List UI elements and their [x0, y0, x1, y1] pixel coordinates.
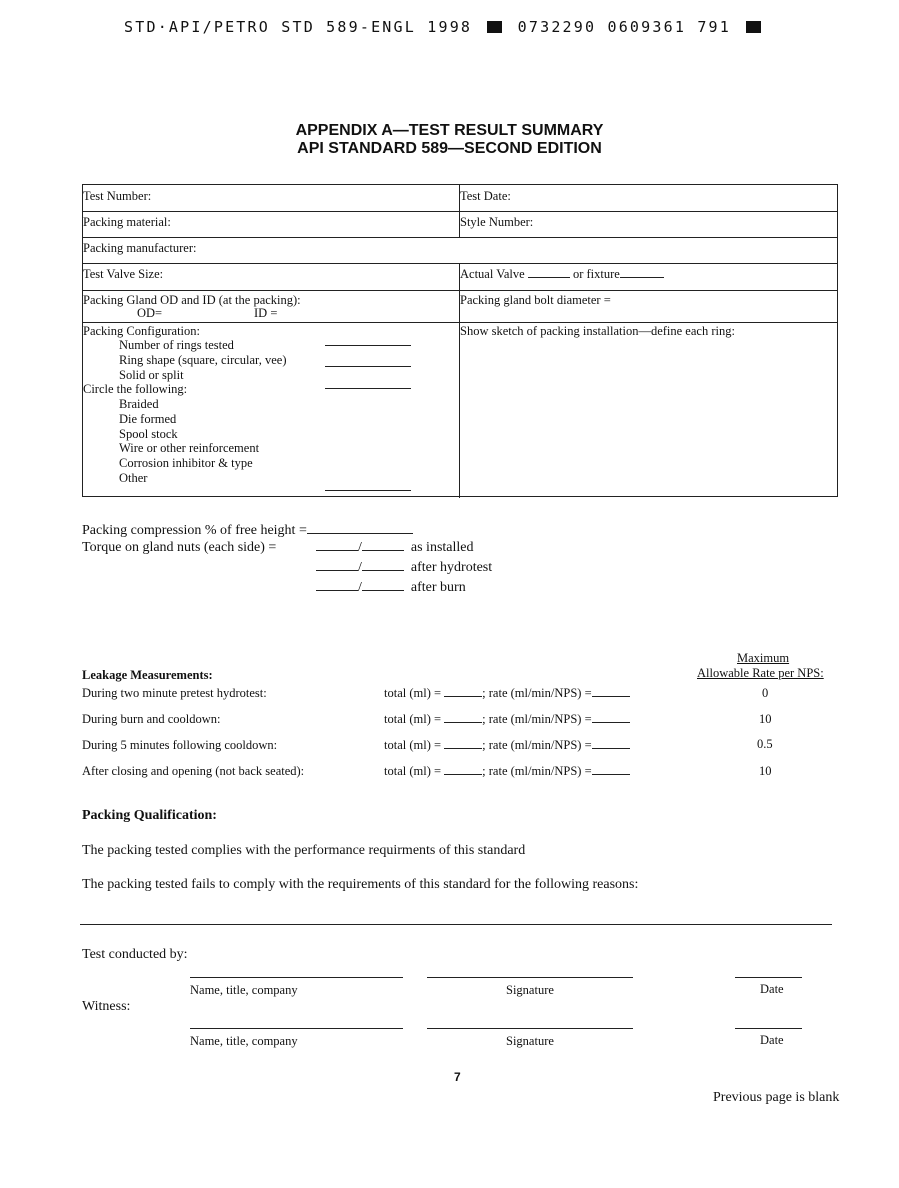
packing-manufacturer-field[interactable]: Packing manufacturer:	[83, 241, 197, 255]
torque-state: as installed	[410, 540, 474, 555]
circle-option-wire-reinforcement[interactable]: Wire or other reinforcement	[119, 441, 260, 455]
blank-line	[362, 569, 404, 571]
compression-field[interactable]	[82, 523, 413, 539]
blank-line	[362, 549, 404, 551]
leakage-row-label: During 5 minutes following cooldown:	[82, 738, 278, 752]
witness-label: Witness:	[82, 999, 131, 1014]
rate-label: ; rate (ml/min/NPS) =	[482, 738, 592, 752]
blank-line	[316, 589, 358, 591]
conducted-signature-line[interactable]	[427, 977, 633, 978]
witness-date-line[interactable]	[735, 1028, 802, 1029]
leakage-row-entry[interactable]	[384, 712, 630, 727]
witness-signature-line[interactable]	[427, 1028, 633, 1029]
blank-line	[444, 773, 482, 775]
blank-line	[362, 589, 404, 591]
title-line-1: APPENDIX A—TEST RESULT SUMMARY	[295, 122, 604, 139]
date-caption: Date	[760, 1033, 784, 1047]
row-divider	[83, 322, 837, 323]
leakage-row-entry[interactable]	[384, 686, 630, 701]
rate-label: ; rate (ml/min/NPS) =	[482, 712, 592, 726]
name-caption: Name, title, company	[190, 1034, 298, 1048]
header-code: 0732290 0609361 791	[517, 18, 732, 36]
torque-label: Torque on gland nuts (each side) =	[82, 540, 277, 555]
total-label: total (ml) =	[384, 764, 442, 778]
signature-caption: Signature	[506, 983, 554, 997]
circle-option-spool-stock[interactable]: Spool stock	[119, 427, 178, 441]
torque-state: after burn	[410, 580, 466, 595]
or-fixture-label: or fixture	[572, 267, 620, 281]
test-form-table	[82, 184, 838, 497]
solid-split-blank[interactable]	[325, 388, 411, 389]
leakage-max-value: 0.5	[757, 737, 773, 751]
blank-line	[444, 695, 482, 697]
leakage-max-value: 10	[759, 764, 772, 778]
leakage-row-entry[interactable]	[384, 738, 630, 753]
row-divider	[83, 290, 837, 291]
leakage-row-label: After closing and opening (not back seated):	[82, 764, 305, 778]
blank-line	[528, 276, 570, 278]
packing-material-field[interactable]: Packing material:	[83, 215, 171, 229]
blank-line	[316, 569, 358, 571]
title-line-2: API STANDARD 589—SECOND EDITION	[297, 140, 602, 157]
config-label: Packing Configuration:	[83, 324, 200, 338]
conducted-name-line[interactable]	[190, 977, 403, 978]
name-caption: Name, title, company	[190, 983, 298, 997]
conducted-date-line[interactable]	[735, 977, 802, 978]
total-label: total (ml) =	[384, 738, 442, 752]
circle-option-braided[interactable]: Braided	[119, 397, 159, 411]
fails-statement[interactable]: The packing tested fails to comply with the requirements of this standard for the following reasons:	[82, 877, 639, 892]
blank-line	[592, 747, 630, 749]
torque-row-burn[interactable]: / after burn	[316, 580, 466, 596]
complies-statement[interactable]: The packing tested complies with the performance requirments of this standard	[82, 843, 526, 858]
max-rate-heading-2: Allowable Rate per NPS:	[697, 666, 824, 680]
rate-label: ; rate (ml/min/NPS) =	[482, 686, 592, 700]
row-divider	[83, 263, 837, 264]
total-label: total (ml) =	[384, 686, 442, 700]
blank-line	[592, 721, 630, 723]
conducted-by-label: Test conducted by:	[82, 947, 188, 962]
max-rate-heading-1: Maximum	[737, 651, 790, 665]
date-caption: Date	[760, 982, 784, 996]
circle-option-corrosion-inhibitor[interactable]: Corrosion inhibitor & type	[119, 456, 253, 470]
leakage-row-label: During two minute pretest hydrotest:	[82, 686, 267, 700]
bolt-diameter-field[interactable]: Packing gland bolt diameter =	[460, 293, 611, 307]
rate-label: ; rate (ml/min/NPS) =	[482, 764, 592, 778]
id-field[interactable]: ID =	[254, 306, 278, 320]
torque-row-hydrotest[interactable]: / after hydrotest	[316, 560, 492, 576]
test-valve-size-field[interactable]: Test Valve Size:	[83, 267, 164, 281]
total-label: total (ml) =	[384, 712, 442, 726]
witness-name-line[interactable]	[190, 1028, 403, 1029]
compression-label: Packing compression % of free height =	[82, 523, 307, 538]
actual-valve-label: Actual Valve	[460, 267, 525, 281]
page-title	[0, 122, 899, 158]
blank-line	[592, 773, 630, 775]
row-divider	[83, 211, 837, 212]
leakage-max-value: 10	[759, 712, 772, 726]
row-divider	[83, 237, 837, 238]
config-item: Solid or split	[119, 368, 184, 382]
rings-tested-blank[interactable]	[325, 345, 411, 346]
style-number-field[interactable]: Style Number:	[460, 215, 534, 229]
circle-option-other[interactable]: Other	[119, 471, 148, 485]
leakage-row-entry[interactable]	[384, 764, 630, 779]
circle-option-die-formed[interactable]: Die formed	[119, 412, 177, 426]
reasons-line[interactable]	[80, 924, 832, 925]
previous-page-note: Previous page is blank	[713, 1090, 840, 1105]
torque-state: after hydrotest	[410, 560, 493, 575]
leakage-row-label: During burn and cooldown:	[82, 712, 221, 726]
header-block-mark-end	[746, 21, 761, 33]
leakage-max-value: 0	[762, 686, 769, 700]
gland-od-id-label: Packing Gland OD and ID (at the packing):	[83, 293, 301, 307]
blank-line	[444, 721, 482, 723]
qualification-heading: Packing Qualification:	[82, 808, 217, 823]
header-standard-id: STD·API/PETRO STD 589-ENGL 1998	[124, 18, 473, 36]
blank-line	[620, 276, 664, 278]
header-block-mark	[487, 21, 502, 33]
test-number-field[interactable]: Test Number:	[83, 189, 152, 203]
leakage-heading: Leakage Measurements:	[82, 668, 213, 682]
test-date-field[interactable]: Test Date:	[460, 189, 511, 203]
torque-row-installed[interactable]: / as installed	[316, 540, 474, 556]
signature-caption: Signature	[506, 1034, 554, 1048]
od-field[interactable]: OD=	[137, 306, 163, 320]
sketch-area[interactable]: Show sketch of packing installation—define each ring:	[460, 324, 735, 338]
config-item: Number of rings tested	[119, 338, 234, 352]
blank-line	[444, 747, 482, 749]
config-item: Ring shape (square, circular, vee)	[119, 353, 287, 367]
actual-valve-field[interactable]	[460, 267, 664, 282]
page-number: 7	[454, 1070, 461, 1084]
blank-line	[307, 532, 413, 534]
blank-line	[316, 549, 358, 551]
other-blank[interactable]	[325, 490, 411, 491]
circle-label: Circle the following:	[83, 382, 188, 396]
blank-line	[592, 695, 630, 697]
ring-shape-blank[interactable]	[325, 366, 411, 367]
document-header	[124, 18, 765, 36]
